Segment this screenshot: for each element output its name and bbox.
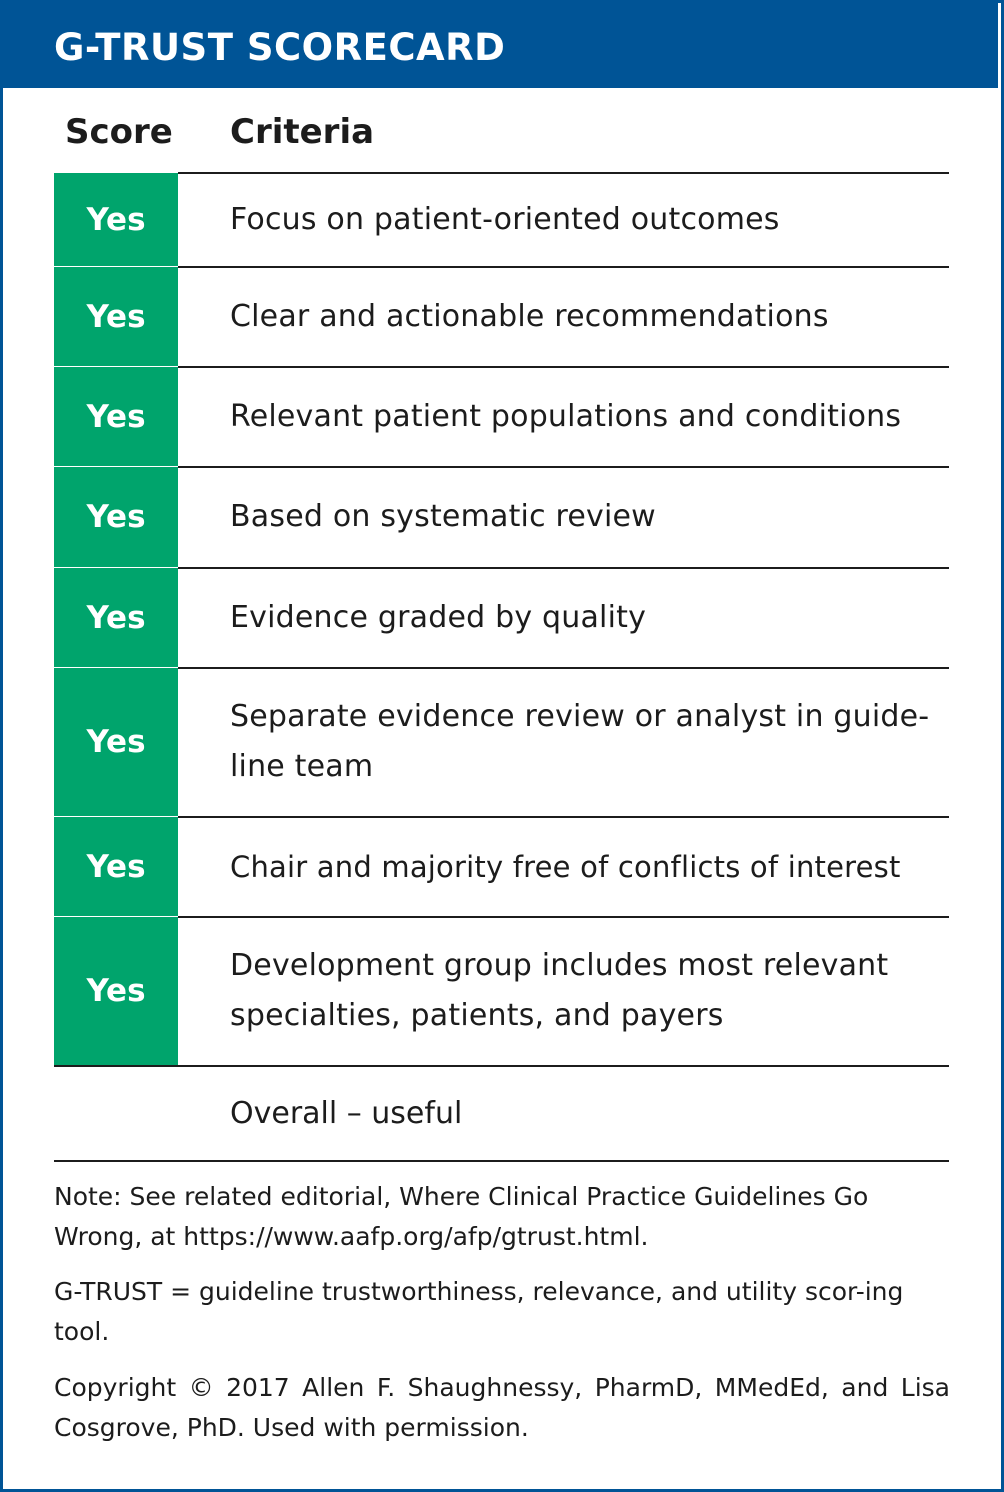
score-value: Yes xyxy=(86,499,146,535)
score-cell xyxy=(54,568,178,667)
score-value: Yes xyxy=(86,599,146,636)
criteria-text: Separate evidence review or analyst in guide-line team xyxy=(230,699,930,784)
score-cell xyxy=(54,817,178,916)
table-bottom-divider xyxy=(54,1065,949,1067)
score-value: Yes xyxy=(86,201,146,238)
score-value: Yes xyxy=(86,973,146,1009)
score-cell xyxy=(54,173,178,266)
criteria-text: Evidence graded by quality xyxy=(230,599,647,635)
score-cell xyxy=(54,668,178,816)
scorecard-title: G-TRUST SCORECARD xyxy=(54,26,506,69)
column-header-criteria: Criteria xyxy=(230,112,375,152)
criteria-text: Focus on patient-oriented outcomes xyxy=(230,201,780,237)
score-cell xyxy=(54,917,178,1065)
table-row xyxy=(54,173,949,266)
score-cell xyxy=(54,467,178,567)
criteria-text: Development group includes most relevant specialties, patients, and payers xyxy=(230,948,889,1033)
table-row xyxy=(54,367,949,466)
criteria-text: Clear and actionable recommendations xyxy=(230,298,829,334)
score-value: Yes xyxy=(86,848,146,885)
table-row xyxy=(54,917,949,1065)
score-value: Yes xyxy=(86,398,146,435)
table-row xyxy=(54,817,949,916)
table-row xyxy=(54,467,949,567)
score-value: Yes xyxy=(86,724,146,760)
criteria-text: Based on systematic review xyxy=(230,499,656,534)
criteria-text: Relevant patient populations and conditions xyxy=(230,398,902,434)
overall-divider xyxy=(54,1160,949,1162)
score-cell xyxy=(54,267,178,366)
title-bar xyxy=(0,0,998,88)
score-cell xyxy=(54,367,178,466)
related-editorial-note: Note: See related editorial, Where Clinical Practice Guidelines Go Wrong, at https://www.aafp.org/afp/gtrust.html. xyxy=(54,1182,869,1251)
score-value: Yes xyxy=(86,298,146,335)
table-row xyxy=(54,267,949,366)
table-row xyxy=(54,568,949,667)
overall-rating: Overall – useful xyxy=(230,1096,463,1131)
copyright-note: Copyright © 2017 Allen F. Shaughnessy, PharmD, MMedEd, and Lisa Cosgrove, PhD. Used with permission. xyxy=(54,1373,950,1442)
column-header-score: Score xyxy=(65,112,173,152)
criteria-text: Chair and majority free of conflicts of interest xyxy=(230,849,901,884)
table-row xyxy=(54,668,949,816)
abbreviation-note: G-TRUST = guideline trustworthiness, relevance, and utility scor-ing tool. xyxy=(54,1277,904,1346)
